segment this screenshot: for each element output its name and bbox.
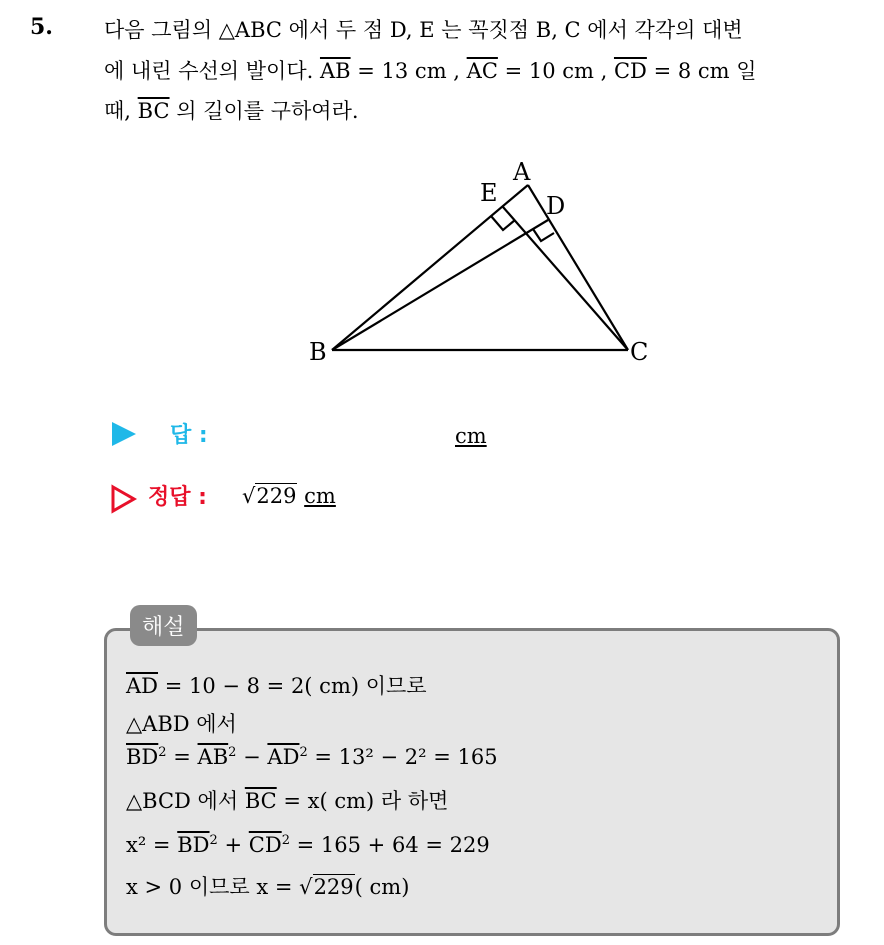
question-number: 5.: [30, 14, 53, 40]
label-c: C: [630, 338, 649, 366]
solution-tab: 해설: [130, 605, 197, 646]
segment-ab: $\overline{AB}$: [319, 59, 351, 83]
correct-label: 정답 :: [148, 485, 207, 510]
label-d: D: [546, 192, 566, 220]
question-line-2: 에 내린 수선의 발이다. $\overline{AB} = 13$ cm , $\overline{AC} = 10$ cm , $\overline{CD} = 8$ cm 일: [104, 59, 757, 83]
segment-ac: $\overline{AC}$: [466, 59, 498, 83]
correct-triangle-icon: [110, 484, 138, 514]
segment-cd: $\overline{CD}$: [613, 59, 647, 83]
answer-label: 답 :: [170, 423, 208, 448]
label-a: A: [513, 158, 531, 186]
solution-line-1: $\overline{AD} = 10 - 8 = 2$( cm) 이므로: [126, 674, 427, 698]
solution-line-4: △BCD 에서 $\overline{BC} = x$( cm) 라 하면: [126, 789, 449, 813]
label-e: E: [480, 179, 498, 207]
answer-unit[interactable]: cm: [455, 424, 487, 448]
solution-line-3: $\overline{BD}^2 = \overline{AB}^2 - \overline{AD}^2 = 13^2 - 2^2 = 165$: [126, 745, 498, 769]
side-ac: [528, 185, 628, 350]
right-angle-d: [533, 229, 554, 241]
altitude-bd: [332, 220, 548, 350]
triangle-figure: [300, 150, 680, 380]
answer-triangle-icon: [112, 422, 136, 446]
solution-line-6: x > 0 이므로 x = √229( cm): [126, 875, 410, 899]
correct-value: √229 cm: [242, 484, 336, 508]
altitude-ce: [503, 207, 628, 350]
solution-line-2: △ABD 에서: [126, 712, 237, 736]
segment-bc: $\overline{BC}$: [137, 99, 170, 123]
question-line-3: 때, $\overline{BC}$ 의 길이를 구하여라.: [104, 99, 359, 123]
question-line-1: 다음 그림의 △ABC 에서 두 점 D, E 는 꼭짓점 B, C 에서 각각의 대변: [104, 18, 743, 42]
label-b: B: [309, 338, 327, 366]
side-ab: [332, 185, 528, 350]
solution-line-5: $x^2 = \overline{BD}^2 + \overline{CD}^2 = 165 + 64 = 229$: [126, 833, 490, 857]
